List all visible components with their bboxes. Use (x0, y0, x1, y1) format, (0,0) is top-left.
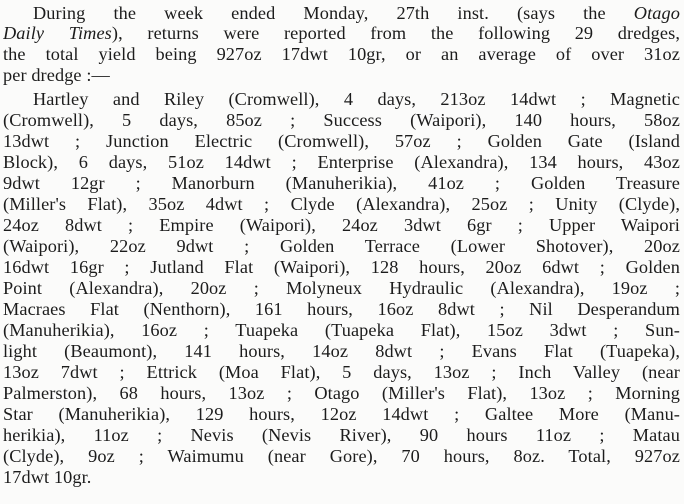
intro-line-4-text: per dredge :— (3, 65, 110, 85)
body-line: (Cromwell), 5 days, 85oz ; Success (Waipori), 140 hours, 58oz (3, 110, 680, 130)
intro-line-1-text: During the week ended Monday, 27th inst. (says the (33, 3, 634, 23)
body-line: herikia), 11oz ; Nevis (Nevis River), 90 hours 11oz ; Matau (3, 425, 680, 445)
body-line-last: 17dwt 10gr. (3, 467, 92, 487)
intro-line-3 (3, 44, 680, 64)
body-line: 16dwt 16gr ; Jutland Flat (Waipori), 128 hours, 20oz 6dwt ; Golden (3, 257, 680, 277)
body-line: Star (Manuherikia), 129 hours, 12oz 14dwt ; Galtee More (Manu- (3, 404, 680, 424)
body-line: Macraes Flat (Nenthorn), 161 hours, 16oz 8dwt ; Nil Desperandum (3, 299, 680, 319)
body-line: (Manuherikia), 16oz ; Tuapeka (Tuapeka Flat), 15oz 3dwt ; Sun- (3, 320, 680, 340)
intro-line-3-text: the total yield being 927oz 17dwt 10gr, or an average of over 31oz (3, 44, 680, 64)
intro-line-4 (3, 65, 680, 85)
intro-line-2-text: ), returns were reported from the following 29 dredges, (111, 23, 680, 43)
body-line: 13oz 7dwt ; Ettrick (Moa Flat), 5 days, 13oz ; Inch Valley (near (3, 362, 680, 382)
intro-line-1-italic: Otago (633, 3, 680, 23)
body-line: Point (Alexandra), 20oz ; Molyneux Hydraulic (Alexandra), 19oz ; (3, 278, 680, 298)
body-line: 13dwt ; Junction Electric (Cromwell), 57oz ; Golden Gate (Island (3, 131, 680, 151)
body-line: (Clyde), 9oz ; Waimumu (near Gore), 70 hours, 8oz. Total, 927oz (3, 446, 680, 466)
body-line: 9dwt 12gr ; Manorburn (Manuherikia), 41oz ; Golden Treasure (3, 173, 680, 193)
body-line: (Miller's Flat), 35oz 4dwt ; Clyde (Alexandra), 25oz ; Unity (Clyde), (3, 194, 680, 214)
body-line: (Waipori), 22oz 9dwt ; Golden Terrace (Lower Shotover), 20oz (3, 236, 680, 256)
intro-line-2 (3, 23, 680, 43)
body-line: Hartley and Riley (Cromwell), 4 days, 213oz 14dwt ; Magnetic (33, 89, 680, 109)
body-line: Block), 6 days, 51oz 14dwt ; Enterprise (Alexandra), 134 hours, 43oz (3, 152, 680, 172)
intro-line-2-italic: Daily Times (3, 23, 112, 43)
body-line: light (Beaumont), 141 hours, 14oz 8dwt ; Evans Flat (Tuapeka), (3, 341, 680, 361)
body-line: Palmerston), 68 hours, 13oz ; Otago (Miller's Flat), 13oz ; Morning (3, 383, 680, 403)
intro-line-1 (33, 3, 680, 23)
body-line: 24oz 8dwt ; Empire (Waipori), 24oz 3dwt 6gr ; Upper Waipori (3, 215, 680, 235)
